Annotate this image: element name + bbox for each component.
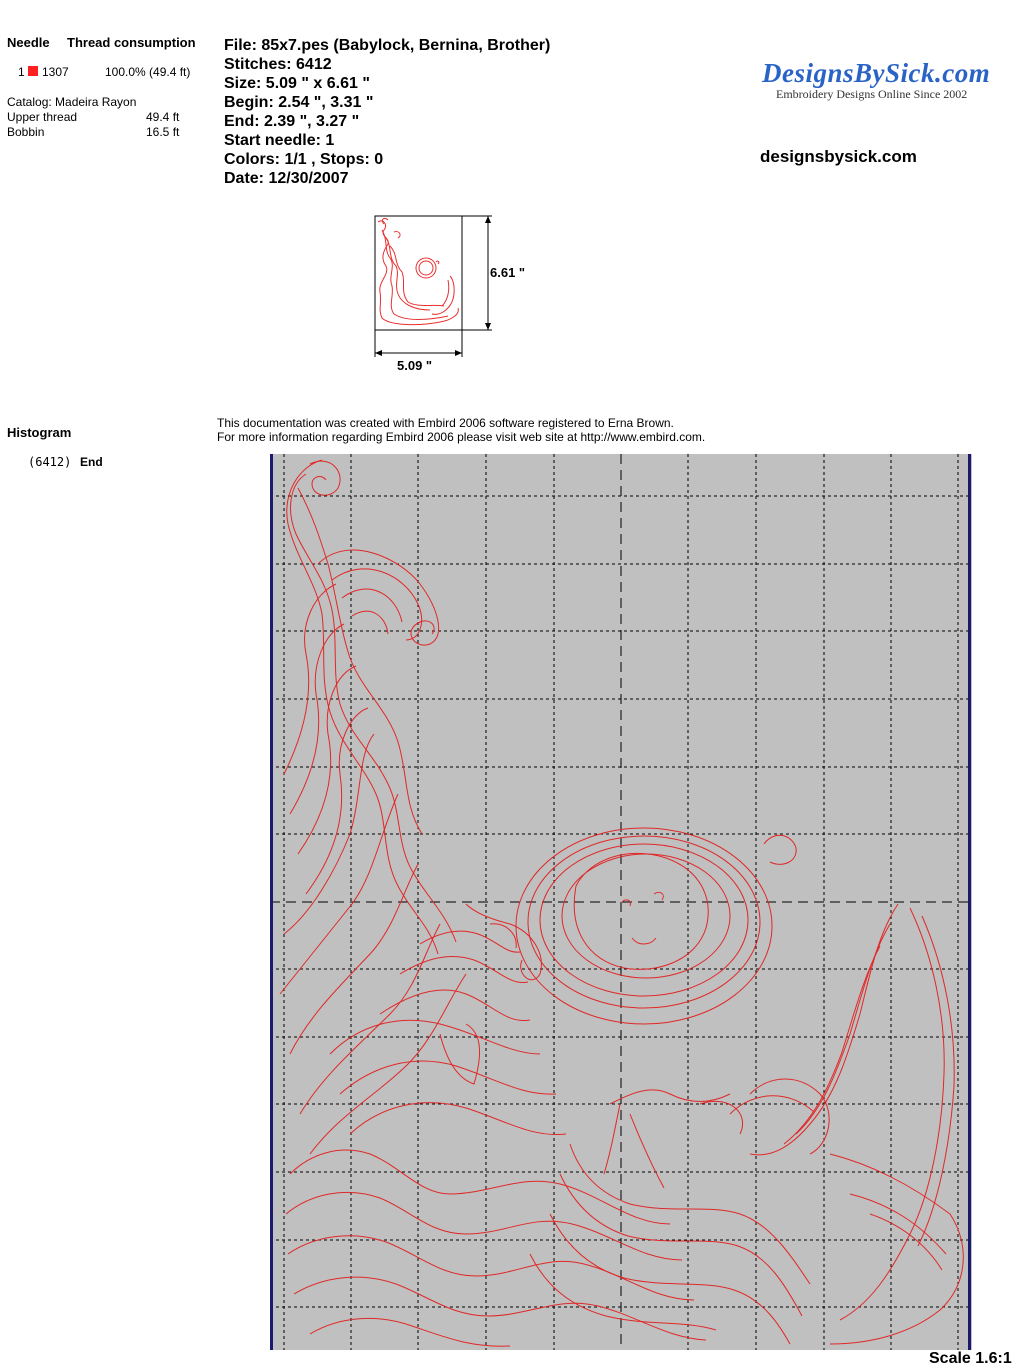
thread-color-swatch xyxy=(28,66,38,76)
catalog-label: Catalog: Madeira Rayon xyxy=(7,95,137,109)
histogram-entry-count: (6412) xyxy=(28,455,72,469)
hoop-right-border xyxy=(968,454,971,1350)
file-name: File: 85x7.pes (Babylock, Bernina, Brother) xyxy=(224,37,551,54)
scale-label: Scale 1.6:1 xyxy=(929,1350,1012,1367)
needle-header: Needle xyxy=(7,35,50,50)
thumbnail-width-label: 5.09 " xyxy=(397,358,433,373)
design-date: Date: 12/30/2007 xyxy=(224,170,349,187)
thread-color-code: 1307 xyxy=(42,65,69,79)
design-size: Size: 5.09 " x 6.61 " xyxy=(224,75,370,92)
start-needle: Start needle: 1 xyxy=(224,132,335,149)
thread-consumption-header: Thread consumption xyxy=(67,35,196,50)
histogram-entry-label: End xyxy=(80,455,103,469)
end-position: End: 2.39 ", 3.27 " xyxy=(224,113,360,130)
thread-percent: 100.0% (49.4 ft) xyxy=(105,65,191,79)
hoop-left-border xyxy=(270,454,273,1350)
logo-tagline: Embroidery Designs Online Since 2002 xyxy=(776,87,968,101)
design-thumbnail xyxy=(370,210,540,375)
colors-stops: Colors: 1/1 , Stops: 0 xyxy=(224,151,384,168)
documentation-note-line2: For more information regarding Embird 2006 please visit web site at http://www.embird.com. xyxy=(217,430,706,444)
bobbin-value: 16.5 ft xyxy=(146,125,180,139)
thumbnail-height-label: 6.61 " xyxy=(490,265,526,280)
website-link[interactable]: designsbysick.com xyxy=(760,147,917,166)
upper-thread-label: Upper thread xyxy=(7,110,78,124)
logo: DesignsBySick.com xyxy=(762,58,991,88)
stitch-count: Stitches: 6412 xyxy=(224,56,332,73)
begin-position: Begin: 2.54 ", 3.31 " xyxy=(224,94,374,111)
bobbin-label: Bobbin xyxy=(7,125,45,139)
documentation-note-line1: This documentation was created with Embird 2006 software registered to Erna Brown. xyxy=(217,416,674,430)
needle-number: 1 xyxy=(18,65,25,79)
histogram-title: Histogram xyxy=(7,425,72,440)
upper-thread-value: 49.4 ft xyxy=(146,110,180,124)
stitch-canvas xyxy=(270,454,972,1350)
